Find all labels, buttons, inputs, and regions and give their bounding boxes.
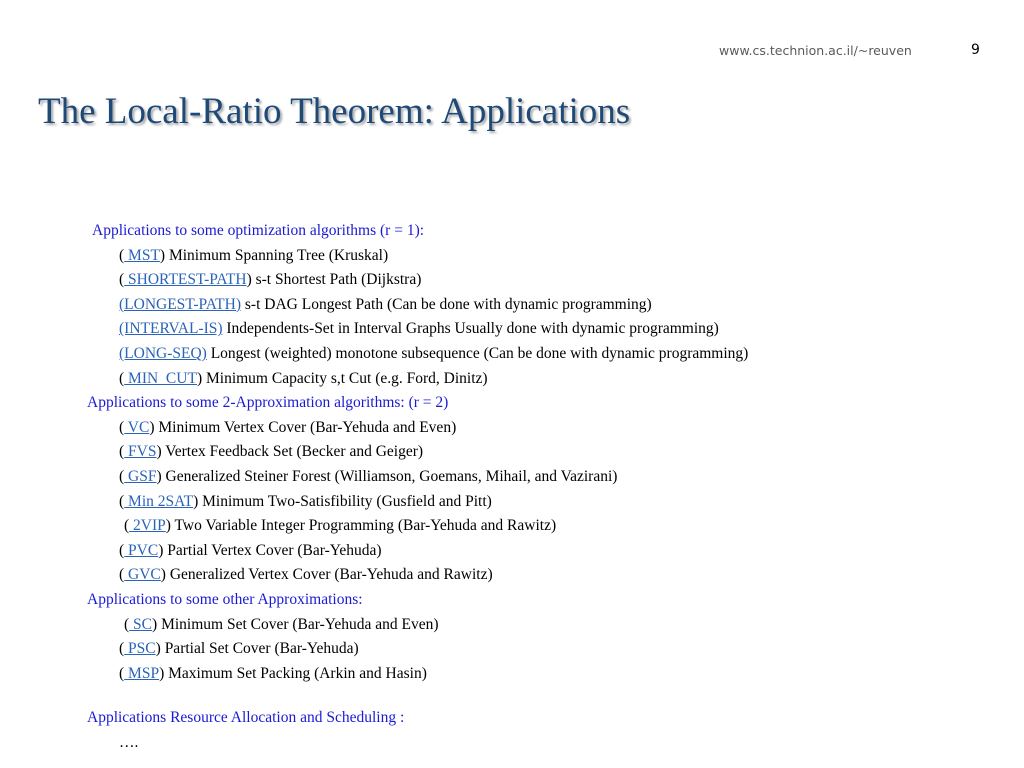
- problem-link-min-cut[interactable]: MIN_CUT: [124, 369, 197, 387]
- item-description: Generalized Vertex Cover (Bar-Yehuda and Rawitz): [165, 566, 493, 584]
- item-open-paren: (: [119, 492, 125, 510]
- item-close-paren: ): [193, 492, 199, 510]
- list-item: [0, 342, 1024, 367]
- list-item: [0, 731, 1024, 756]
- list-item: [0, 563, 1024, 588]
- item-open-paren: (: [119, 369, 125, 387]
- section-heading-resource-allocation: Applications Resource Allocation and Scheduling :: [87, 709, 405, 727]
- problem-link-sc[interactable]: SC: [129, 615, 153, 633]
- item-description: Minimum Two-Satisfibility (Gusfield and Pitt): [198, 492, 492, 510]
- problem-link-psc[interactable]: PSC: [124, 640, 156, 658]
- section-heading-optimization: Applications to some optimization algorithms (r = 1):: [92, 222, 425, 239]
- item-open-paren: (: [119, 271, 125, 289]
- problem-link-gsf[interactable]: GSF: [124, 467, 157, 485]
- page-number: 9: [971, 42, 980, 58]
- list-item: [0, 268, 1024, 293]
- problem-link-fvs[interactable]: FVS: [124, 443, 157, 461]
- slide-content: [0, 219, 1024, 755]
- item-description: s-t Shortest Path (Dijkstra): [251, 271, 422, 289]
- problem-link-min-2sat[interactable]: Min 2SAT: [124, 492, 194, 510]
- problem-link-2vip[interactable]: 2VIP: [129, 517, 166, 535]
- section-heading-2-approximation: Applications to some 2-Approximation algorithms: (r = 2): [87, 394, 449, 412]
- item-ellipsis: ….: [119, 733, 139, 751]
- problem-link-long-seq[interactable]: (LONG-SEQ): [119, 344, 207, 362]
- item-close-paren: ): [156, 443, 162, 461]
- item-open-paren: (: [119, 566, 125, 584]
- item-description: Maximum Set Packing (Arkin and Hasin): [164, 664, 427, 682]
- item-description: Generalized Steiner Forest (Williamson, Goemans, Mihail, and Vazirani): [161, 467, 618, 485]
- item-description: Minimum Vertex Cover (Bar-Yehuda and Even): [154, 418, 457, 436]
- item-close-paren: ): [158, 541, 164, 559]
- item-open-paren: (: [119, 418, 125, 436]
- item-close-paren: ): [152, 615, 158, 633]
- problem-link-shortest-path[interactable]: SHORTEST-PATH: [124, 271, 247, 289]
- item-description: Minimum Capacity s,t Cut (e.g. Ford, Dinitz): [202, 369, 488, 387]
- list-item: [0, 416, 1024, 441]
- item-description: Minimum Spanning Tree (Kruskal): [165, 246, 389, 264]
- list-item: [0, 465, 1024, 490]
- list-item: [0, 514, 1024, 539]
- problem-link-longest-path[interactable]: (LONGEST-PATH): [119, 295, 242, 313]
- item-close-paren: ): [156, 467, 162, 485]
- item-close-paren: ): [159, 664, 165, 682]
- item-close-paren: ): [160, 566, 166, 584]
- item-description: Minimum Set Cover (Bar-Yehuda and Even): [157, 615, 439, 633]
- item-open-paren: (: [119, 640, 125, 658]
- item-close-paren: ): [149, 418, 155, 436]
- problem-link-msp[interactable]: MSP: [124, 664, 160, 682]
- section-heading-other-approximations: Applications to some other Approximations:: [87, 590, 363, 608]
- list-item: [0, 637, 1024, 662]
- item-description: Vertex Feedback Set (Becker and Geiger): [161, 443, 424, 461]
- item-description: Partial Set Cover (Bar-Yehuda): [160, 640, 359, 658]
- item-open-paren: (: [119, 467, 125, 485]
- section-spacer: [0, 686, 1024, 706]
- item-description: Two Variable Integer Programming (Bar-Yehuda and Rawitz): [170, 517, 557, 535]
- list-item: [0, 490, 1024, 515]
- problem-link-interval-is[interactable]: (INTERVAL-IS): [119, 320, 223, 338]
- list-item: [0, 613, 1024, 638]
- item-open-paren: (: [119, 664, 125, 682]
- item-open-paren: (: [119, 541, 125, 559]
- list-item: [0, 293, 1024, 318]
- list-item: [0, 440, 1024, 465]
- list-item: [0, 539, 1024, 564]
- item-close-paren: ): [246, 271, 252, 289]
- item-open-paren: (: [119, 246, 125, 264]
- problem-link-mst[interactable]: MST: [124, 246, 160, 264]
- item-description: Longest (weighted) monotone subsequence (Can be done with dynamic programming): [206, 344, 749, 362]
- item-description: Partial Vertex Cover (Bar-Yehuda): [163, 541, 382, 559]
- header-url: www.cs.technion.ac.il/~reuven: [719, 43, 912, 58]
- item-close-paren: ): [196, 369, 203, 387]
- item-open-paren: (: [119, 443, 125, 461]
- problem-link-pvc[interactable]: PVC: [124, 541, 159, 559]
- item-close-paren: ): [159, 246, 166, 264]
- list-item: [0, 367, 1024, 392]
- item-close-paren: ): [165, 517, 171, 535]
- item-open-paren: (: [124, 517, 130, 535]
- list-item: [0, 244, 1024, 269]
- item-description: s-t DAG Longest Path (Can be done with dynamic programming): [241, 295, 652, 313]
- slide-title: The Local-Ratio Theorem: Applications: [38, 91, 631, 132]
- problem-link-vc[interactable]: VC: [124, 418, 150, 436]
- item-description: Independents-Set in Interval Graphs Usually done with dynamic programming): [222, 320, 719, 338]
- item-open-paren: (: [124, 615, 130, 633]
- item-close-paren: ): [155, 640, 161, 658]
- list-item: [0, 317, 1024, 342]
- list-item: [0, 662, 1024, 687]
- problem-link-gvc[interactable]: GVC: [124, 566, 161, 584]
